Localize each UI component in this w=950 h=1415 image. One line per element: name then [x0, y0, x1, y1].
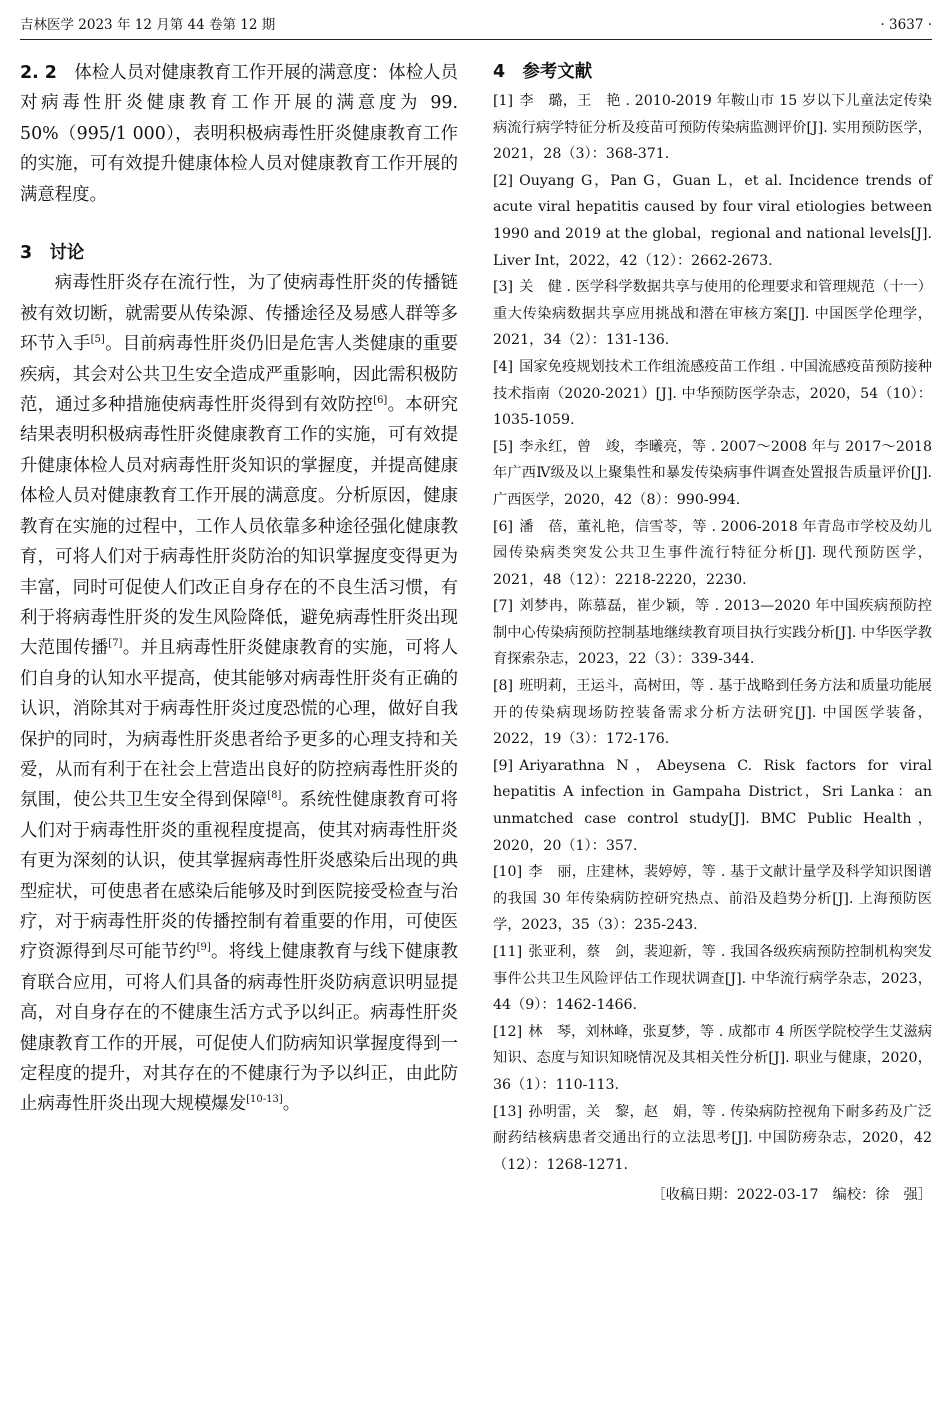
received-date-note: ［收稿日期：2022-03-17 编校：徐 强］ — [651, 1187, 932, 1204]
section-3-title: 讨论 — [49, 243, 85, 264]
reference-item — [493, 593, 932, 673]
discussion-paragraph — [20, 268, 458, 1119]
reference-text: 刘梦冉，陈慕磊，崔少颖，等 . 2013—2020 年中国疾病预防控制中心传染病预防控制基地继续教育项目执行实践分析[J]. 中华医学教育探索杂志，2023，22（3）：339-344. — [493, 598, 932, 668]
section-2-2-number: 2. 2 — [20, 63, 57, 83]
reference-text: 林 琴，刘林峰，张夏梦，等 . 成都市 4 所医学院校学生艾滋病知识、态度与知识知晓情况及其相关性分析[J]. 职业与健康，2020，36（1）：110-113. — [493, 1023, 932, 1093]
references-heading — [493, 58, 932, 86]
reference-number: [10] — [493, 864, 523, 881]
citation: [9] — [196, 942, 211, 954]
reference-text: Ouyang G，Pan G，Guan L，et al. Incidence trends of acute viral hepatitis caused by four viral etiologies between 1990 and 2019 at the global，regional and national levels[J]. Liver Int，2022，42（12）：2662-2673. — [493, 172, 932, 269]
discussion-text: 。并且病毒性肝炎健康教育的实施，可将人们自身的认知水平提高，使其能够对病毒性肝炎有正确的认识，消除其对于病毒性肝炎过度恐慌的心理，做好自我保护的同时，为病毒性肝炎患者给予更多的心理支持和关爱，从而有利于在社会上营造出良好的防控病毒性肝炎的氛围，使公共卫生安全得到保障 — [20, 638, 458, 811]
reference-number: [8] — [493, 678, 514, 695]
journal-info: 吉林医学 2023 年 12 月第 44 卷第 12 期 — [20, 17, 276, 33]
discussion-text: 。将线上健康教育与线下健康教育联合应用，可将人们具备的病毒性肝炎防病意识明显提高，对自身存在的不健康生活方式予以纠正。病毒性肝炎健康教育工作的开展，可促使人们防病知识掌握度得到一定程度的提升，对其存在的不健康行为予以纠正，由此防止病毒性肝炎出现大规模爆发 — [20, 942, 458, 1115]
citation: [7] — [108, 638, 123, 650]
citation: [5] — [90, 334, 105, 346]
reference-text: 国家免疫规划技术工作组流感疫苗工作组 . 中国流感疫苗预防接种技术指南（2020-2021）[J]. 中华预防医学杂志，2020，54（10）：1035-1059. — [493, 358, 932, 429]
reference-text: 关 健 . 医学科学数据共享与使用的伦理要求和管理规范（十一）重大传染病数据共享应用挑战和潜在审核方案[J]. 中国医学伦理学，2021，34（2）：131-136. — [493, 279, 932, 349]
references-number: 4 — [493, 62, 506, 82]
reference-number: [12] — [493, 1023, 523, 1040]
reference-number: [6] — [493, 518, 514, 535]
reference-number: [7] — [493, 598, 514, 615]
reference-item — [493, 434, 932, 514]
citation: [6] — [373, 395, 388, 407]
citation: [8] — [267, 790, 282, 802]
reference-item — [493, 168, 932, 274]
reference-item — [493, 354, 932, 434]
reference-item — [493, 673, 932, 753]
section-gap — [20, 210, 458, 238]
reference-item — [493, 1099, 932, 1179]
reference-text: 李 丽，庄建林，裴婷婷，等 . 基于文献计量学及科学知识图谱的我国 30 年传染病防控研究热点、前沿及趋势分析[J]. 上海预防医学，2023，35（3）：235-243. — [493, 864, 932, 934]
reference-text: Ariyarathna N，Abeysena C. Risk factors for viral hepatitis A infection in Gampaha District，Sri Lanka：an unmatched case control study[J]. BMC Public Health，2020，20（1）：357. — [493, 757, 932, 854]
reference-text: 孙明雷，关 黎，赵 娟，等 . 传染病防控视角下耐多药及广泛耐药结核病患者交通出行的立法思考[J]. 中国防痨杂志，2020，42（12）：1268-1271. — [493, 1103, 932, 1173]
reference-item — [493, 753, 932, 859]
reference-item — [493, 88, 932, 168]
reference-item — [493, 514, 932, 594]
reference-number: [5] — [493, 438, 514, 455]
discussion-text: 。本研究结果表明积极病毒性肝炎健康教育工作的实施，可有效提升健康体检人员对病毒性肝炎知识的掌握度，并提高健康体检人员对健康教育工作开展的满意度。分析原因，健康教育在实施的过程中，工作人员依靠多种途径强化健康教育，可将人们对于病毒性肝炎防治的知识掌握度变得更为丰富，同时可促使人们改正自身存在的不良生活习惯，有利于将病毒性肝炎的发生风险降低，避免病毒性肝炎出现大范围传播 — [20, 395, 458, 659]
section-2-2-text: 体检人员对健康教育工作开展的满意度：体检人员对病毒性肝炎健康教育工作开展的满意度为 99. 50%（995/1 000），表明积极病毒性肝炎健康教育工作的实施，可有效提升健康体检人员对健康教育工作开展的满意程度。 — [20, 63, 458, 205]
left-column — [20, 58, 458, 1120]
page-number: · 3637 · — [880, 17, 932, 33]
discussion-text: 。 — [282, 1094, 301, 1115]
discussion-text: 病毒性肝炎存在流行性，为了使病毒性肝炎的传播链被有效切断，就需要从传染源、传播途径及易感人群等多环节入手 — [20, 273, 458, 355]
reference-item — [493, 1019, 932, 1099]
reference-number: [9] — [493, 757, 514, 774]
section-3-number: 3 — [20, 243, 33, 264]
discussion-text: 。系统性健康教育可将人们对于病毒性肝炎的重视程度提高，使其对病毒性肝炎有更为深刻的认识，使其掌握病毒性肝炎感染后出现的典型症状，可使患者在感染后能够及时到医院接受检查与治疗，对于病毒性肝炎的传播控制有着重要的作用，可使医疗资源得到尽可能节约 — [20, 790, 458, 963]
reference-number: [11] — [493, 944, 523, 960]
reference-number: [2] — [493, 172, 514, 189]
header-rule — [20, 39, 932, 40]
running-header — [20, 14, 932, 36]
section-3-heading — [20, 238, 458, 268]
right-column — [493, 58, 932, 1208]
citation: [10-13] — [246, 1094, 283, 1106]
reference-number: [3] — [493, 279, 514, 296]
reference-text: 李永红，曾 竣，李曦亮，等 . 2007～2008 年与 2017～2018 年广西Ⅳ级及以上聚集性和暴发传染病事件调查处置报告质量评价[J]. 广西医学，2020，42（8）：990-994. — [493, 438, 932, 508]
reference-list — [493, 88, 932, 1178]
reference-item — [493, 939, 932, 1019]
reference-number: [4] — [493, 358, 514, 375]
reference-text: 潘 蓓，董礼艳，信雪苓，等 . 2006-2018 年青岛市学校及幼儿园传染病类突发公共卫生事件流行特征分析[J]. 现代预防医学，2021，48（12）：2218-2220，2230. — [493, 518, 932, 588]
discussion-text: 。目前病毒性肝炎仍旧是危害人类健康的重要疾病，其会对公共卫生安全造成严重影响，因此需积极防范，通过多种措施使病毒性肝炎得到有效防控 — [20, 334, 458, 416]
reference-text: 张亚利，蔡 剑，裴迎新，等 . 我国各级疾病预防控制机构突发事件公共卫生风险评估工作现状调查[J]. 中华流行病学杂志，2023，44（9）：1462-1466. — [493, 944, 932, 1014]
reference-number: [1] — [493, 93, 514, 109]
reference-item — [493, 859, 932, 939]
references-title: 参考文献 — [522, 62, 593, 82]
section-2-2 — [20, 58, 458, 210]
reference-text: 李 璐，王 艳 . 2010-2019 年鞍山市 15 岁以下儿童法定传染病流行病学特征分析及疫苗可预防传染病监测评价[J]. 实用预防医学，2021，28（3）：368-371. — [493, 93, 932, 163]
reference-text: 班明莉，王运斗，高树田，等 . 基于战略到任务方法和质量功能展开的传染病现场防控装备需求分析方法研究[J]. 中国医学装备，2022，19（3）：172-176. — [493, 678, 932, 748]
reference-number: [13] — [493, 1103, 523, 1120]
reference-item — [493, 274, 932, 354]
